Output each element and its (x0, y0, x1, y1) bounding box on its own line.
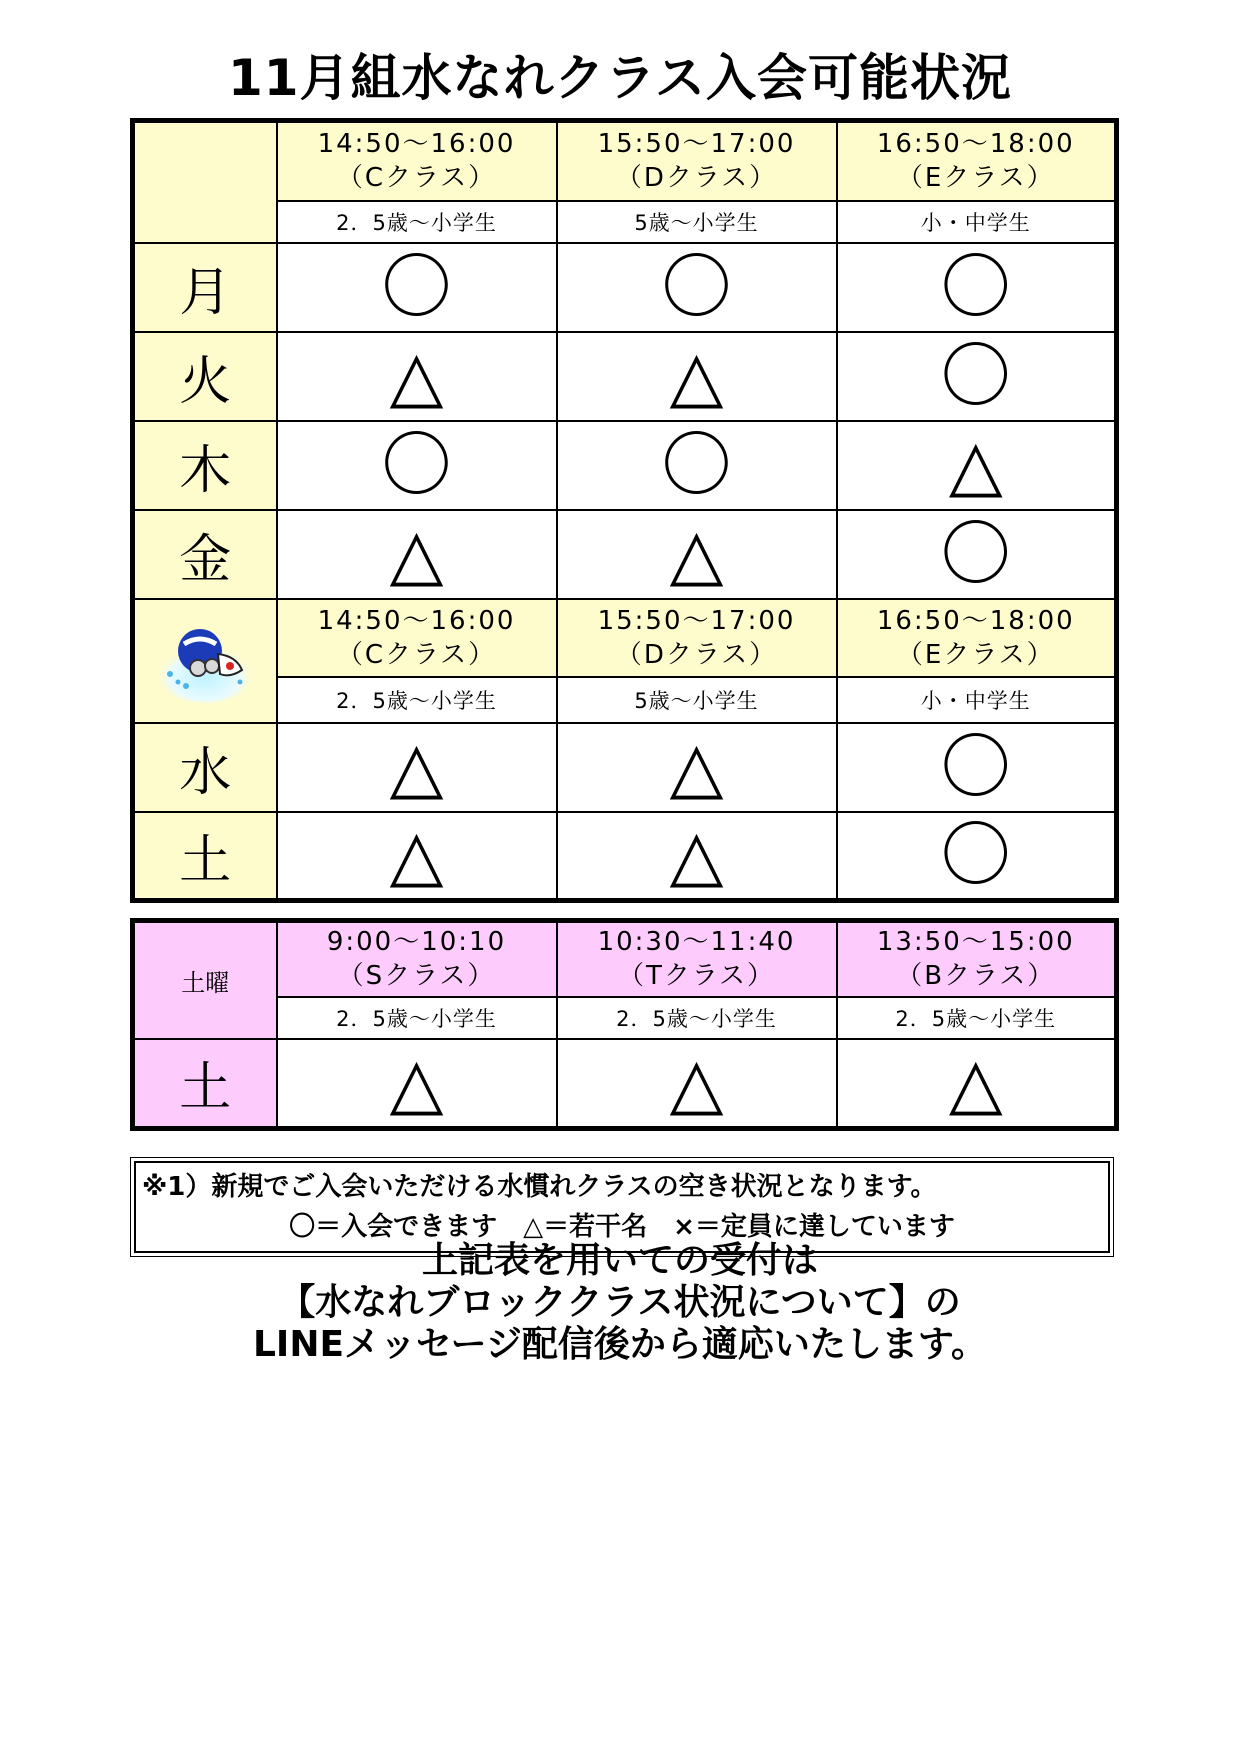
section3-class-s: （Sクラス） (337, 961, 496, 992)
status-sat-s: △ (277, 1039, 557, 1129)
section2-header-e (837, 599, 1117, 677)
section3-time-b: 13:50〜15:00 (876, 927, 1075, 958)
section1-age-d: 5歳〜小学生 (557, 201, 837, 243)
status-thu-c: 〇 (277, 421, 557, 510)
table-row-fri (133, 510, 1117, 599)
status-tue-d: △ (557, 332, 837, 421)
section1-age-e: 小・中学生 (837, 201, 1117, 243)
section1-time-d: 15:50〜17:00 (597, 129, 796, 160)
section2-age-c: 2．5歳〜小学生 (277, 677, 557, 723)
status-thu-e: △ (837, 421, 1117, 510)
table-row-thu (133, 421, 1117, 510)
bottom-line2: 【水なれブロッククラス状況について】の (279, 1282, 961, 1323)
bottom-line3: LINEメッセージ配信後から適応いたします。 (252, 1324, 987, 1365)
section3-time-t: 10:30〜11:40 (597, 927, 796, 958)
table-row-sat-weekend (133, 1039, 1117, 1129)
status-mon-e: 〇 (837, 243, 1117, 332)
section1-class-c: （Cクラス） (336, 163, 497, 194)
section1-time-c: 14:50〜16:00 (317, 129, 516, 160)
section1-header-e (837, 121, 1117, 201)
section1-header-d (557, 121, 837, 201)
day-label-mon: 月 (133, 243, 277, 332)
section3-time-s: 9:00〜10:10 (326, 927, 507, 958)
status-wed-c: △ (277, 723, 557, 812)
section3-header-t (557, 921, 837, 997)
day-label-wed: 水 (133, 723, 277, 812)
status-tue-c: △ (277, 332, 557, 421)
section3-class-t: （Tクラス） (617, 961, 776, 992)
saturday-schedule-table (130, 918, 1119, 1131)
section3-age-b: 2．5歳〜小学生 (837, 997, 1117, 1039)
section2-time-e: 16:50〜18:00 (876, 605, 1075, 636)
section2-time-row (133, 599, 1117, 677)
day-label-fri: 金 (133, 510, 277, 599)
status-wed-d: △ (557, 723, 837, 812)
day-label-thu: 木 (133, 421, 277, 510)
status-fri-e: 〇 (837, 510, 1117, 599)
status-sat-e: 〇 (837, 812, 1117, 901)
status-tue-e: 〇 (837, 332, 1117, 421)
section2-age-e: 小・中学生 (837, 677, 1117, 723)
weekday-schedule-table (130, 118, 1119, 903)
day-label-sat: 土 (133, 812, 277, 901)
table-row-tue (133, 332, 1117, 421)
swimmer-icon (150, 616, 260, 706)
section2-age-row (133, 677, 1117, 723)
status-sat-c: △ (277, 812, 557, 901)
status-mon-d: 〇 (557, 243, 837, 332)
section2-header-c (277, 599, 557, 677)
section3-label: 土曜 (133, 921, 277, 1039)
table-row-mon (133, 243, 1117, 332)
section1-class-e: （Eクラス） (896, 163, 1055, 194)
section3-age-s: 2．5歳〜小学生 (277, 997, 557, 1039)
status-thu-d: 〇 (557, 421, 837, 510)
section2-corner-cell (133, 599, 277, 723)
status-wed-e: 〇 (837, 723, 1117, 812)
section1-header-c (277, 121, 557, 201)
section1-age-row (133, 201, 1117, 243)
status-sat-b: △ (837, 1039, 1117, 1129)
section1-time-row (133, 121, 1117, 201)
section2-time-d: 15:50〜17:00 (597, 605, 796, 636)
bottom-notice (0, 1240, 1240, 1366)
section2-age-d: 5歳〜小学生 (557, 677, 837, 723)
section2-class-d: （Dクラス） (615, 639, 778, 670)
day-label-tue: 火 (133, 332, 277, 421)
notes-legend: 〇＝入会できます △＝若干名 ×＝定員に達しています (289, 1212, 955, 1242)
section3-time-row (133, 921, 1117, 997)
section2-class-e: （Eクラス） (896, 639, 1055, 670)
table-row-sat (133, 812, 1117, 901)
status-mon-c: 〇 (277, 243, 557, 332)
section3-age-row (133, 997, 1117, 1039)
page-title: 11月組水なれクラス入会可能状況 (227, 49, 1013, 107)
section3-header-s (277, 921, 557, 997)
status-fri-d: △ (557, 510, 837, 599)
table-row-wed (133, 723, 1117, 812)
section2-class-c: （Cクラス） (336, 639, 497, 670)
status-sat-d: △ (557, 812, 837, 901)
bottom-line1: 上記表を用いての受付は (421, 1240, 818, 1281)
notes-line1: ※1）新規でご入会いただける水慣れクラスの空き状況となります。 (142, 1172, 937, 1202)
section1-class-d: （Dクラス） (615, 163, 778, 194)
section1-age-c: 2．5歳〜小学生 (277, 201, 557, 243)
section1-time-e: 16:50〜18:00 (876, 129, 1075, 160)
day-label-sat-weekend: 土 (133, 1039, 277, 1129)
section3-header-b (837, 921, 1117, 997)
section2-header-d (557, 599, 837, 677)
section1-corner-cell (133, 121, 277, 243)
section3-class-b: （Bクラス） (896, 961, 1056, 992)
status-sat-t: △ (557, 1039, 837, 1129)
status-fri-c: △ (277, 510, 557, 599)
section3-age-t: 2．5歳〜小学生 (557, 997, 837, 1039)
section2-time-c: 14:50〜16:00 (317, 605, 516, 636)
